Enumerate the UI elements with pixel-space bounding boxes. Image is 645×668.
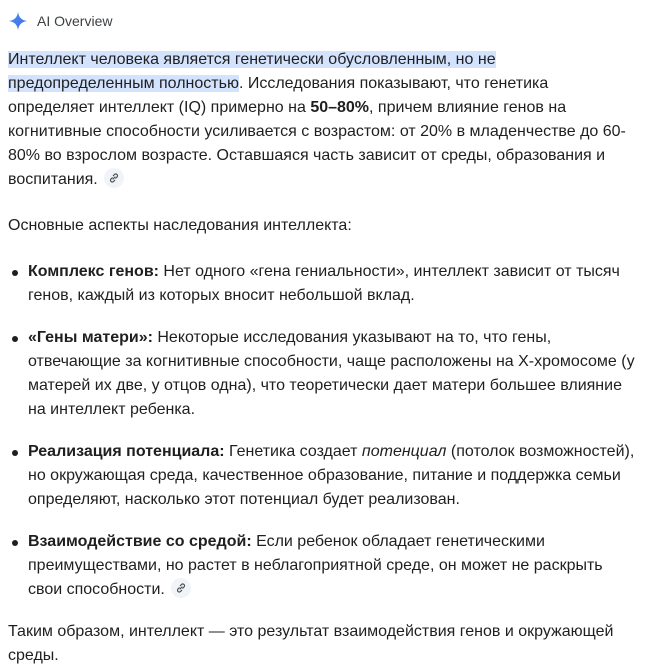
list-item-title: Комплекс генов: <box>28 263 159 280</box>
aspects-intro: Основные аспекты наследования интеллекта: <box>8 217 352 234</box>
list-item-title: Взаимодействие со средой: <box>28 533 252 550</box>
sparkle-icon <box>8 11 28 31</box>
list-item-title: «Гены матери»: <box>28 329 153 346</box>
summary-paragraph <box>8 48 638 192</box>
link-icon <box>108 172 120 184</box>
list-item-title: Реализация потенциала: <box>28 443 225 460</box>
summary-text-b: , причем влияние генов на когнитивные способности усиливается с возрастом: от 20% в младенчестве до 60-80% во взрослом возрасте. Оставшаяся часть зависит от среды, образования и воспитания. <box>8 99 626 188</box>
link-icon <box>175 582 187 594</box>
highlighted-text: Интеллект человека является генетически обусловленным, но не предопределенным полностью <box>8 51 496 92</box>
source-link-button[interactable] <box>104 168 124 188</box>
list-item-text-a: Генетика создает <box>224 443 362 460</box>
source-link-button[interactable] <box>171 578 191 598</box>
list-item <box>28 440 638 512</box>
list-item-italic: потенциал <box>361 443 447 460</box>
aspects-list <box>8 260 638 602</box>
list-item <box>28 260 638 308</box>
overview-content <box>8 48 638 668</box>
list-item-text-b: (потолок возможностей), но окружающая среда, качественное образование, питание и поддержка семьи определяют, насколько этот потенциал будет реализован. <box>28 443 635 508</box>
summary-bold: 50–80% <box>310 99 370 116</box>
list-item-text: Некоторые исследования указывают на то, что гены, отвечающие за когнитивные способности, чаще расположены на X-хромосоме (у матерей их две, у отцов одна), что теоретически дает матери большее влияние на интеллект ребенка. <box>28 329 635 418</box>
ai-overview-title: AI Overview <box>37 13 113 29</box>
list-item-text: Если ребенок обладает генетическими преимуществами, но растет в неблагоприятной среде, он может не раскрыть свои способности. <box>28 533 603 598</box>
conclusion-paragraph: Таким образом, интеллект — это результат взаимодействия генов и окружающей среды. <box>8 623 614 664</box>
summary-text-a: . Исследования показывают, что генетика определяет интеллект (IQ) примерно на <box>8 75 549 116</box>
list-item-text: Нет одного «гена гениальности», интеллект зависит от тысяч генов, каждый из которых вносит небольшой вклад. <box>28 263 620 304</box>
list-item <box>28 530 638 602</box>
ai-overview-header <box>8 10 112 32</box>
list-item <box>28 326 638 422</box>
